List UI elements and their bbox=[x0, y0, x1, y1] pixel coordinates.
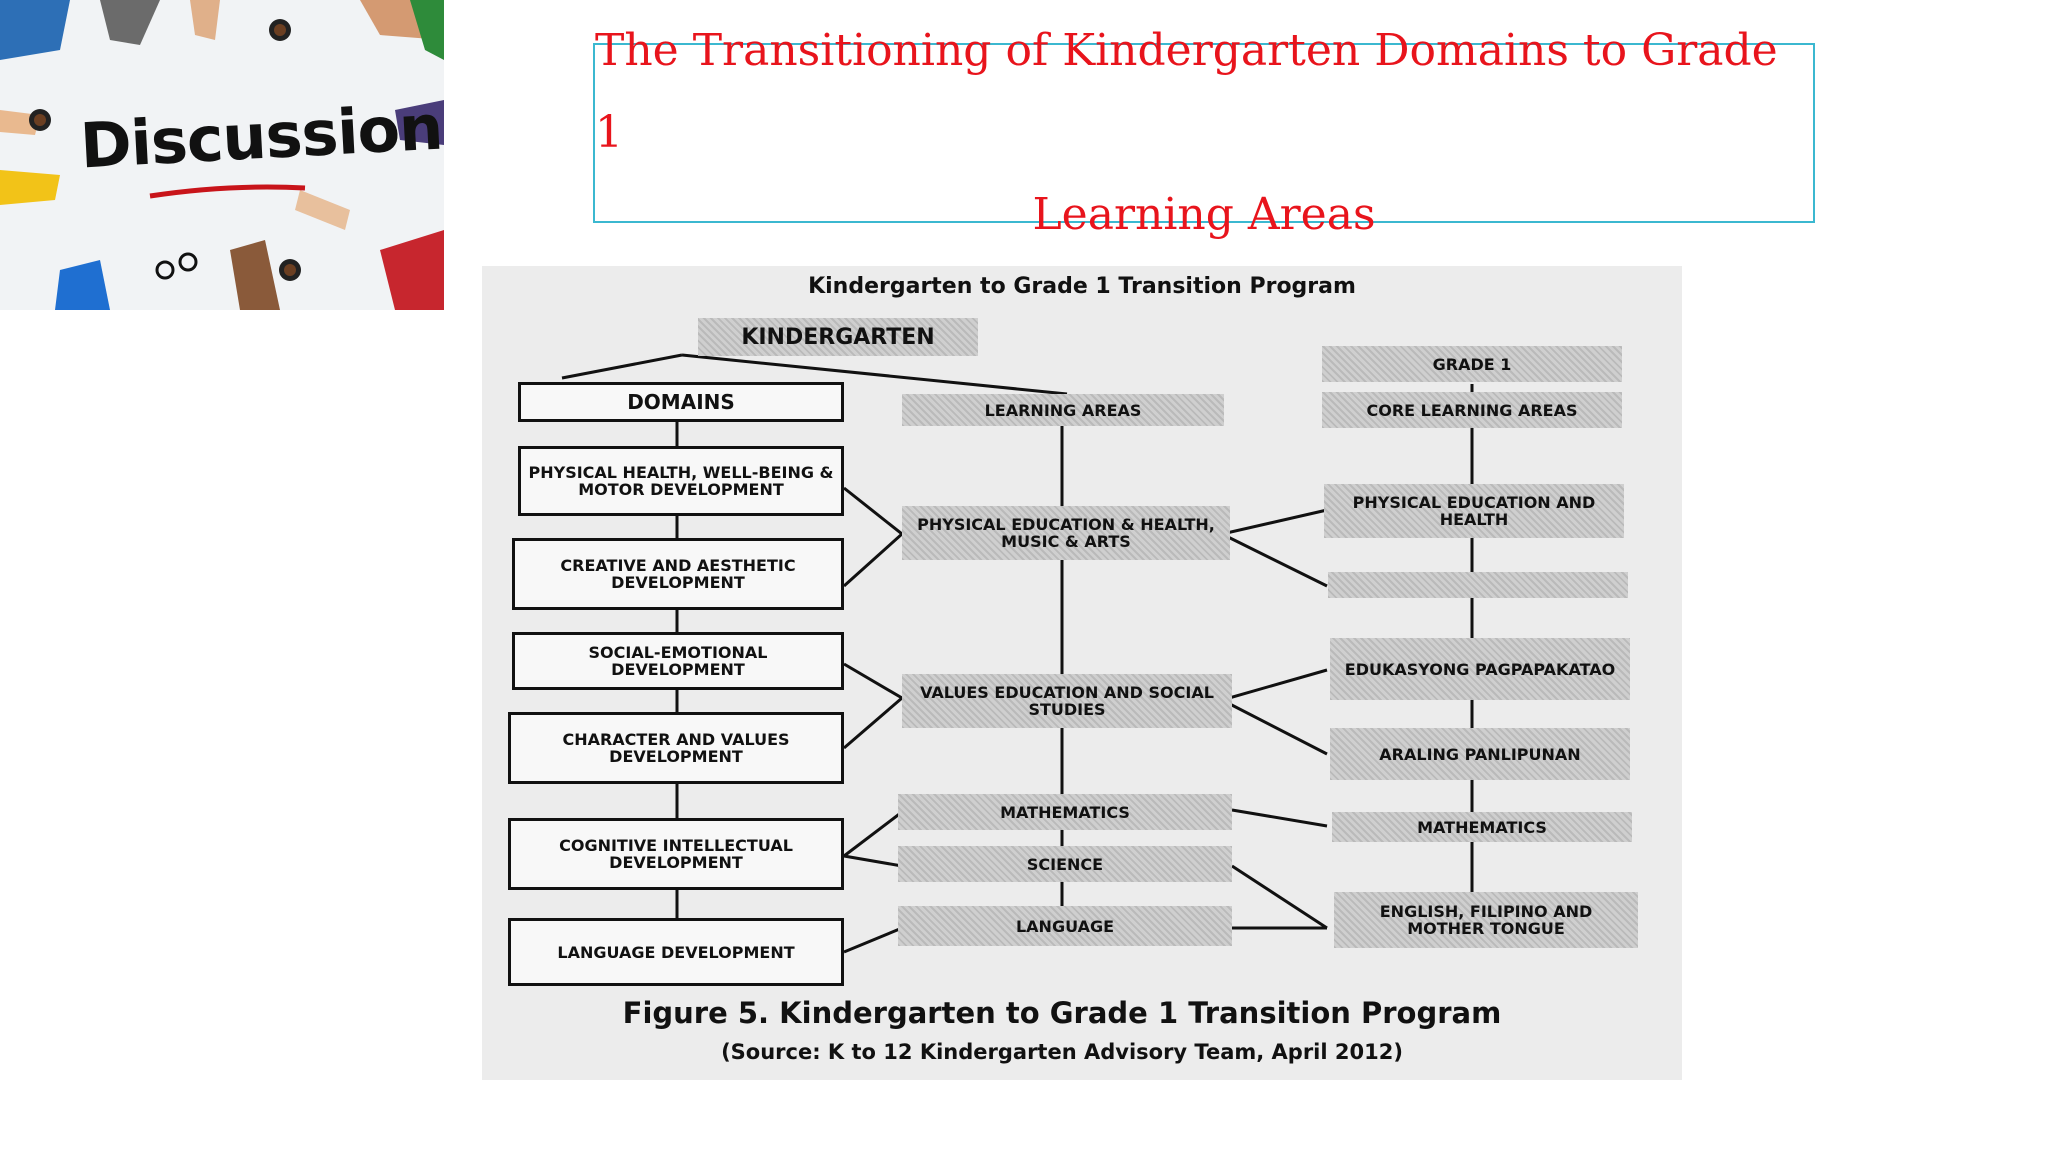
slide-title-line-1: The Transitioning of Kindergarten Domains to Grade 1 bbox=[595, 25, 1778, 158]
learning-areas-header-box: LEARNING AREAS bbox=[902, 394, 1224, 426]
figure-source: (Source: K to 12 Kindergarten Advisory Team, April 2012) bbox=[721, 1040, 1403, 1064]
learning-area-box: PHYSICAL EDUCATION & HEALTH, MUSIC & ARTS bbox=[902, 506, 1230, 560]
learning-area-box: VALUES EDUCATION AND SOCIAL STUDIES bbox=[902, 674, 1232, 728]
grade1-box: GRADE 1 bbox=[1322, 346, 1622, 382]
slide-title-box bbox=[593, 25, 1815, 240]
transition-program-figure bbox=[482, 266, 1682, 1080]
domain-box: COGNITIVE INTELLECTUAL DEVELOPMENT bbox=[508, 818, 844, 890]
learning-area-box: LANGUAGE bbox=[898, 906, 1232, 946]
grade1-area-box: EDUKASYONG PAGPAPAKATAO bbox=[1330, 638, 1630, 700]
domain-box: SOCIAL-EMOTIONAL DEVELOPMENT bbox=[512, 632, 844, 690]
grade1-area-box: ENGLISH, FILIPINO AND MOTHER TONGUE bbox=[1334, 892, 1638, 948]
learning-area-box: SCIENCE bbox=[898, 846, 1232, 882]
grade1-area-box: MATHEMATICS bbox=[1332, 812, 1632, 842]
learning-area-box: MATHEMATICS bbox=[898, 794, 1232, 830]
discussion-image bbox=[0, 0, 444, 310]
grade1-area-box: ARALING PANLIPUNAN bbox=[1330, 728, 1630, 780]
figure-caption: Figure 5. Kindergarten to Grade 1 Transition Program bbox=[622, 996, 1502, 1030]
slide-title-line-2: Learning Areas bbox=[1032, 189, 1376, 240]
domain-box: CREATIVE AND AESTHETIC DEVELOPMENT bbox=[512, 538, 844, 610]
domain-box: CHARACTER AND VALUES DEVELOPMENT bbox=[508, 712, 844, 784]
kindergarten-box: KINDERGARTEN bbox=[698, 318, 978, 356]
domains-header-box: DOMAINS bbox=[518, 382, 844, 422]
discussion-word: Discussion bbox=[78, 90, 444, 183]
core-learning-areas-box: CORE LEARNING AREAS bbox=[1322, 392, 1622, 428]
figure-heading: Kindergarten to Grade 1 Transition Program bbox=[808, 274, 1356, 299]
grade1-area-box bbox=[1328, 572, 1628, 598]
domain-box: PHYSICAL HEALTH, WELL-BEING & MOTOR DEVELOPMENT bbox=[518, 446, 844, 516]
domain-box: LANGUAGE DEVELOPMENT bbox=[508, 918, 844, 986]
grade1-area-box: PHYSICAL EDUCATION AND HEALTH bbox=[1324, 484, 1624, 538]
